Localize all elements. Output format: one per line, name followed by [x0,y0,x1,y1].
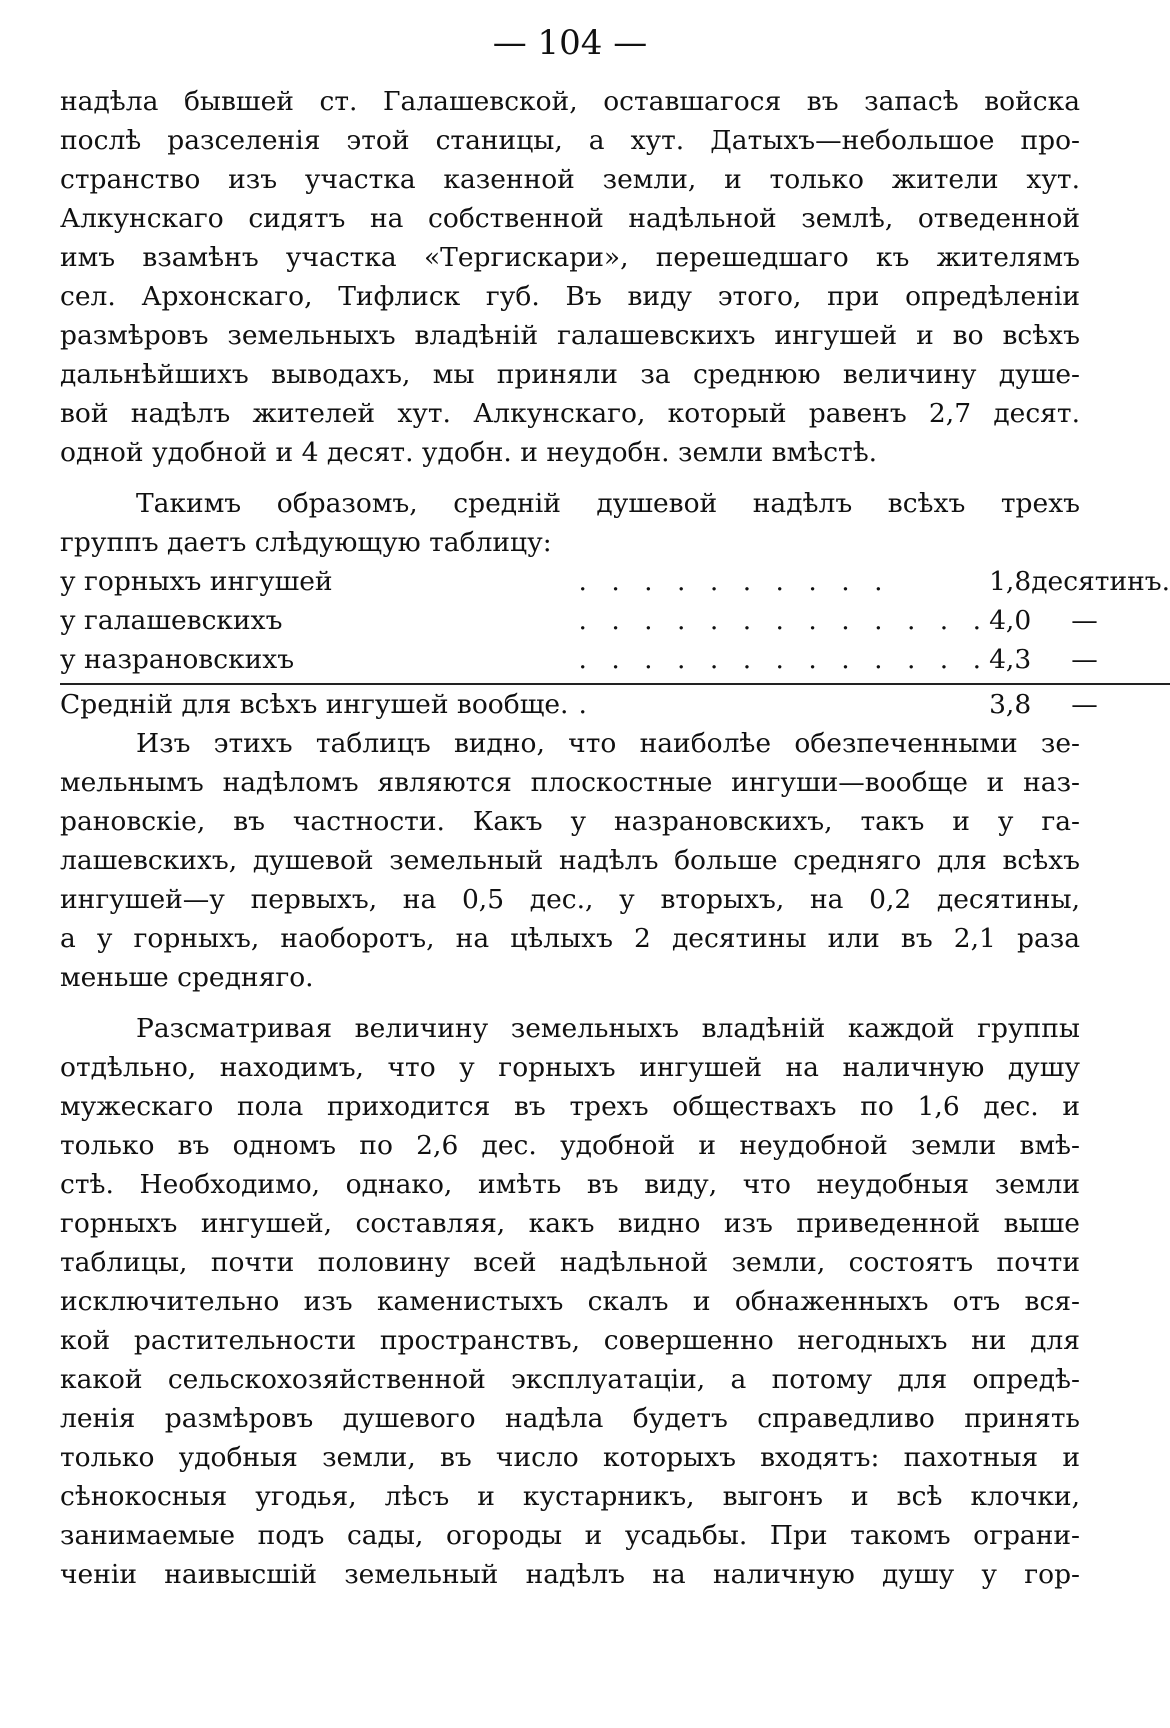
text-line: рановскіе, въ частности. Какъ у назрановскихъ, такъ и у га- [60,806,1080,837]
summary-label: Среднiй для всѣхъ ингушей вообще. [60,689,569,720]
text-line: Алкунскаго сидятъ на собственной надѣльной землѣ, отведенной [60,203,1080,234]
table-row [60,640,1170,679]
summary-row [60,684,1170,724]
text-line: странство изъ участка казенной земли, и только жители хут. [60,164,1080,195]
text-line: лашевскихъ, душевой земельный надѣлъ больше средняго для всѣхъ [60,845,1080,876]
text-line: сѣнокосныя угодья, лѣсъ и кустарникъ, выгонъ и всѣ клочки, [60,1481,1080,1512]
text-line: дальнѣйшихъ выводахъ, мы приняли за среднюю величину душе- [60,359,1080,390]
summary-value: 3,8 [989,689,1032,720]
text-line: вой надѣлъ жителей хут. Алкунскаго, который равенъ 2,7 десят. [60,398,1080,429]
leader-dots: . [578,689,595,720]
text-line: имъ взамѣнъ участка «Тергискари», перешедшаго къ жителямъ [60,242,1080,273]
row-label: у галашевскихъ [60,605,283,636]
page-number: — 104 — [492,23,648,63]
text-line: размѣровъ земельныхъ владѣній галашевскихъ ингушей и во всѣхъ [60,320,1080,351]
paragraph-1 [60,82,1080,472]
text-line: Разсматривая величину земельныхъ владѣній каждой группы [136,1013,1080,1044]
text-line: сел. Архонскаго, Тифлиск губ. Въ виду этого, при опредѣленіи [60,281,1080,312]
row-unit: — [1071,605,1098,636]
table-row [60,601,1170,640]
text-line: отдѣльно, находимъ, что у горныхъ ингушей на наличную душу [60,1052,1080,1083]
text-line: стѣ. Необходимо, однако, имѣть въ виду, что неудобныя земли [60,1169,1080,1200]
row-value: 4,3 [989,644,1032,675]
paragraph-3 [60,724,1080,997]
paragraph-2 [60,484,1080,562]
text-line: ингушей—у первыхъ, на 0,5 дес., у вторыхъ, на 0,2 десятины, [60,884,1080,915]
document-page [60,18,1170,1594]
text-line: меньше средняго. [60,962,314,993]
row-label: у горныхъ ингушей [60,566,333,597]
allotment-table [60,562,1170,724]
text-line: Изъ этихъ таблицъ видно, что наиболѣе обезпеченными зе- [136,728,1080,759]
text-line: мельнымъ надѣломъ являются плоскостные ингуши—вообще и наз- [60,767,1080,798]
text-line: Такимъ образомъ, среднiй душевой надѣлъ всѣхъ трехъ [136,488,1080,519]
text-line: группъ даетъ слѣдующую таблицу: [60,527,552,558]
paragraph-4 [60,1009,1080,1594]
text-line: ленія размѣровъ душевого надѣла будетъ справедливо принять [60,1403,1080,1434]
leader-dots: . . . . . . . . . . [578,566,891,597]
text-line: послѣ разселенія этой станицы, а хут. Датыхъ—небольшое про- [60,125,1080,156]
text-line: мужескаго пола приходится въ трехъ обществахъ по 1,6 дес. и [60,1091,1080,1122]
text-line: таблицы, почти половину всей надѣльной земли, состоятъ почти [60,1247,1080,1278]
leader-dots: . . . . . . . . . . . . . [578,605,990,636]
text-line: кой растительности пространствъ, совершенно негодныхъ ни для [60,1325,1080,1356]
text-line: исключительно изъ каменистыхъ скалъ и обнаженныхъ отъ вся- [60,1286,1080,1317]
row-unit: десятинъ. [1031,566,1170,597]
leader-dots: . . . . . . . . . . . . . [578,644,990,675]
text-line: какой сельскохозяйственной эксплуатаціи, а потому для опредѣ- [60,1364,1080,1395]
summary-unit: — [1071,689,1098,720]
text-line: ченіи наивысшій земельный надѣлъ на наличную душу у гор- [60,1559,1080,1590]
row-value: 4,0 [989,605,1032,636]
row-unit: — [1071,644,1098,675]
text-line: только удобныя земли, въ число которыхъ входятъ: пахотныя и [60,1442,1080,1473]
table-row [60,562,1170,601]
text-line: надѣла бывшей ст. Галашевской, оставшагося въ запасѣ войска [60,86,1080,117]
text-line: одной удобной и 4 десят. удобн. и неудобн. земли вмѣстѣ. [60,437,878,468]
text-line: только въ одномъ по 2,6 дес. удобной и неудобной земли вмѣ- [60,1130,1080,1161]
text-line: горныхъ ингушей, составляя, какъ видно изъ приведенной выше [60,1208,1080,1239]
row-label: у назрановскихъ [60,644,295,675]
text-line: а у горныхъ, наоборотъ, на цѣлыхъ 2 десятины или въ 2,1 раза [60,923,1080,954]
text-line: занимаемые подъ сады, огороды и усадьбы. При такомъ ограни- [60,1520,1080,1551]
row-value: 1,8 [989,566,1032,597]
